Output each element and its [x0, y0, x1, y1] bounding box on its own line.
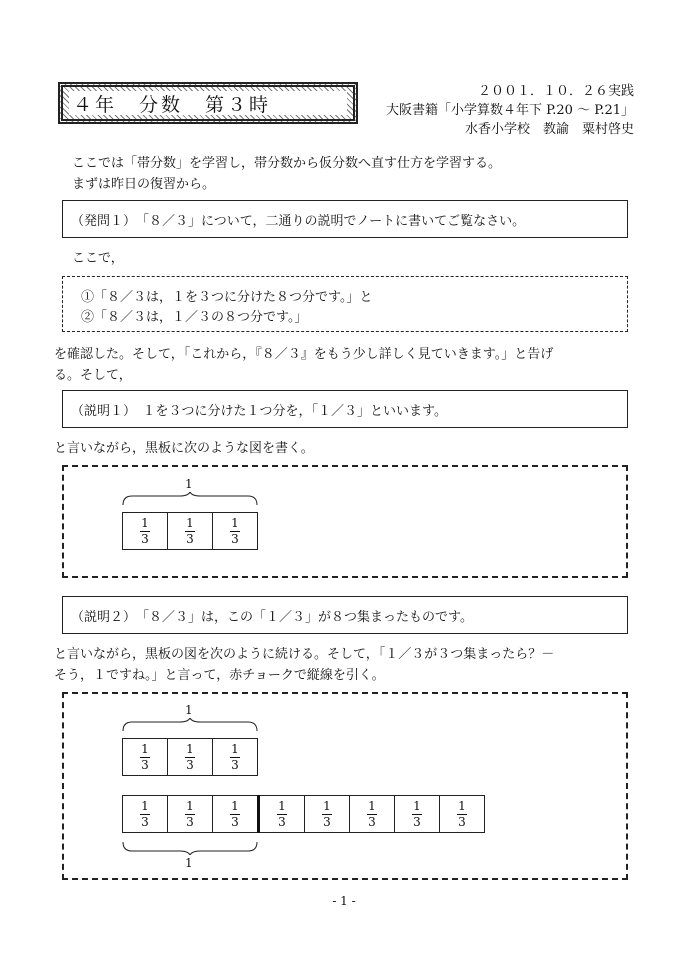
- intro-line-2: まずは昨日の復習から。: [72, 177, 216, 192]
- here-text: ここで，: [72, 251, 124, 266]
- fraction-denominator: 3: [413, 815, 421, 829]
- after-confirm-line-1: を確認した。そして，「これから，『８／３』をもう少し詳しく見ていきます。」と告げ: [54, 347, 554, 362]
- fraction-denominator: 3: [186, 532, 194, 546]
- fraction-denominator: 3: [458, 815, 466, 829]
- fraction-numerator: 1: [141, 516, 149, 530]
- fraction-one-third: [185, 517, 195, 546]
- brace-bottom: [122, 841, 258, 855]
- diagram-1-box: [62, 465, 628, 578]
- fraction-cell: [168, 739, 213, 776]
- say-text-1: と言いながら，黒板に次のような図を書く。: [54, 441, 314, 456]
- confirm-line-2: ②「８／３は，１／３の８つ分です。」: [81, 310, 308, 325]
- fraction-cell: [123, 796, 168, 833]
- fraction-denominator: 3: [323, 815, 331, 829]
- fraction-cell: [123, 513, 168, 550]
- fraction-one-third: [185, 743, 195, 772]
- fraction-one-third: [230, 743, 240, 772]
- fraction-cell: [213, 513, 258, 550]
- fraction-numerator: 1: [413, 799, 421, 813]
- brace-top-2: [122, 718, 258, 732]
- fraction-one-third: [230, 517, 240, 546]
- fraction-cell: [259, 796, 305, 833]
- fraction-cell: [213, 739, 258, 776]
- confirm-box: [62, 276, 628, 332]
- fraction-numerator: 1: [231, 516, 239, 530]
- brace-label-top-1: 1: [185, 477, 193, 491]
- textbook-line: 大阪書籍「小学算数４年下 P.20 ～ P.21」: [386, 103, 634, 118]
- page-number: - 1 -: [332, 894, 356, 908]
- fraction-row-3: [122, 795, 485, 833]
- date-line: ２００１．１０．２６実践: [477, 84, 634, 99]
- fraction-one-third: [185, 800, 195, 829]
- fraction-one-third: [412, 800, 422, 829]
- explanation-1-text: （説明１） １を３つに分けた１つ分を，「１／３」といいます。: [71, 403, 447, 419]
- fraction-numerator: 1: [231, 799, 239, 813]
- brace-label-top-2: 1: [185, 703, 193, 717]
- fraction-one-third: [322, 800, 332, 829]
- question-1-box: [62, 200, 628, 238]
- fraction-denominator: 3: [231, 758, 239, 772]
- say-text-2-line-2: そう，１ですね。」と言って，赤チョークで縦線を引く。: [54, 668, 385, 683]
- explanation-2-text: （説明２） 「８／３」は，この「１／３」が８つ集まったものです。: [71, 609, 473, 625]
- fraction-numerator: 1: [231, 742, 239, 756]
- fraction-denominator: 3: [231, 815, 239, 829]
- fraction-cell: [123, 739, 168, 776]
- fraction-numerator: 1: [458, 799, 466, 813]
- after-confirm-line-2: る。そして，: [54, 368, 132, 383]
- confirm-line-1: ①「８／３は，１を３つに分けた８つ分です。」と: [81, 290, 373, 305]
- fraction-denominator: 3: [141, 758, 149, 772]
- question-1-text: （発問１） 「８／３」について，二通りの説明でノートに書いてご覧なさい。: [71, 213, 526, 229]
- explanation-1-box: [62, 390, 628, 428]
- fraction-cell: [213, 796, 259, 833]
- fraction-cell: [168, 796, 213, 833]
- diagram-2-box: [62, 692, 628, 880]
- brace-label-bottom: 1: [185, 856, 193, 870]
- fraction-denominator: 3: [186, 815, 194, 829]
- author-line: 水香小学校 教諭 粟村啓史: [464, 122, 634, 137]
- say-text-2-line-1: と言いながら，黒板の図を次のように続ける。そして，「１／３が３つ集まったら？－: [54, 647, 555, 662]
- fraction-numerator: 1: [141, 799, 149, 813]
- fraction-row-1: [122, 512, 258, 550]
- fraction-numerator: 1: [278, 799, 286, 813]
- fraction-one-third: [457, 800, 467, 829]
- fraction-one-third: [367, 800, 377, 829]
- intro-line-1: ここでは「帯分数」を学習し，帯分数から仮分数へ直す仕方を学習する。: [72, 156, 502, 171]
- fraction-denominator: 3: [231, 532, 239, 546]
- fraction-cell: [350, 796, 395, 833]
- fraction-cell: [440, 796, 485, 833]
- fraction-numerator: 1: [186, 516, 194, 530]
- fraction-numerator: 1: [186, 742, 194, 756]
- fraction-row-2: [122, 738, 258, 776]
- fraction-one-third: [140, 743, 150, 772]
- fraction-numerator: 1: [323, 799, 331, 813]
- fraction-denominator: 3: [278, 815, 286, 829]
- fraction-numerator: 1: [141, 742, 149, 756]
- fraction-one-third: [230, 800, 240, 829]
- fraction-one-third: [140, 800, 150, 829]
- fraction-denominator: 3: [368, 815, 376, 829]
- fraction-cell: [395, 796, 440, 833]
- fraction-one-third: [140, 517, 150, 546]
- fraction-one-third: [277, 800, 287, 829]
- fraction-cell: [168, 513, 213, 550]
- fraction-numerator: 1: [186, 799, 194, 813]
- page-title: ４年 分数 第３時: [69, 91, 347, 115]
- fraction-numerator: 1: [368, 799, 376, 813]
- fraction-denominator: 3: [186, 758, 194, 772]
- explanation-2-box: [62, 596, 628, 634]
- brace-top-1: [122, 492, 258, 506]
- fraction-denominator: 3: [141, 532, 149, 546]
- fraction-cell: [305, 796, 350, 833]
- fraction-denominator: 3: [141, 815, 149, 829]
- title-box: [58, 82, 358, 124]
